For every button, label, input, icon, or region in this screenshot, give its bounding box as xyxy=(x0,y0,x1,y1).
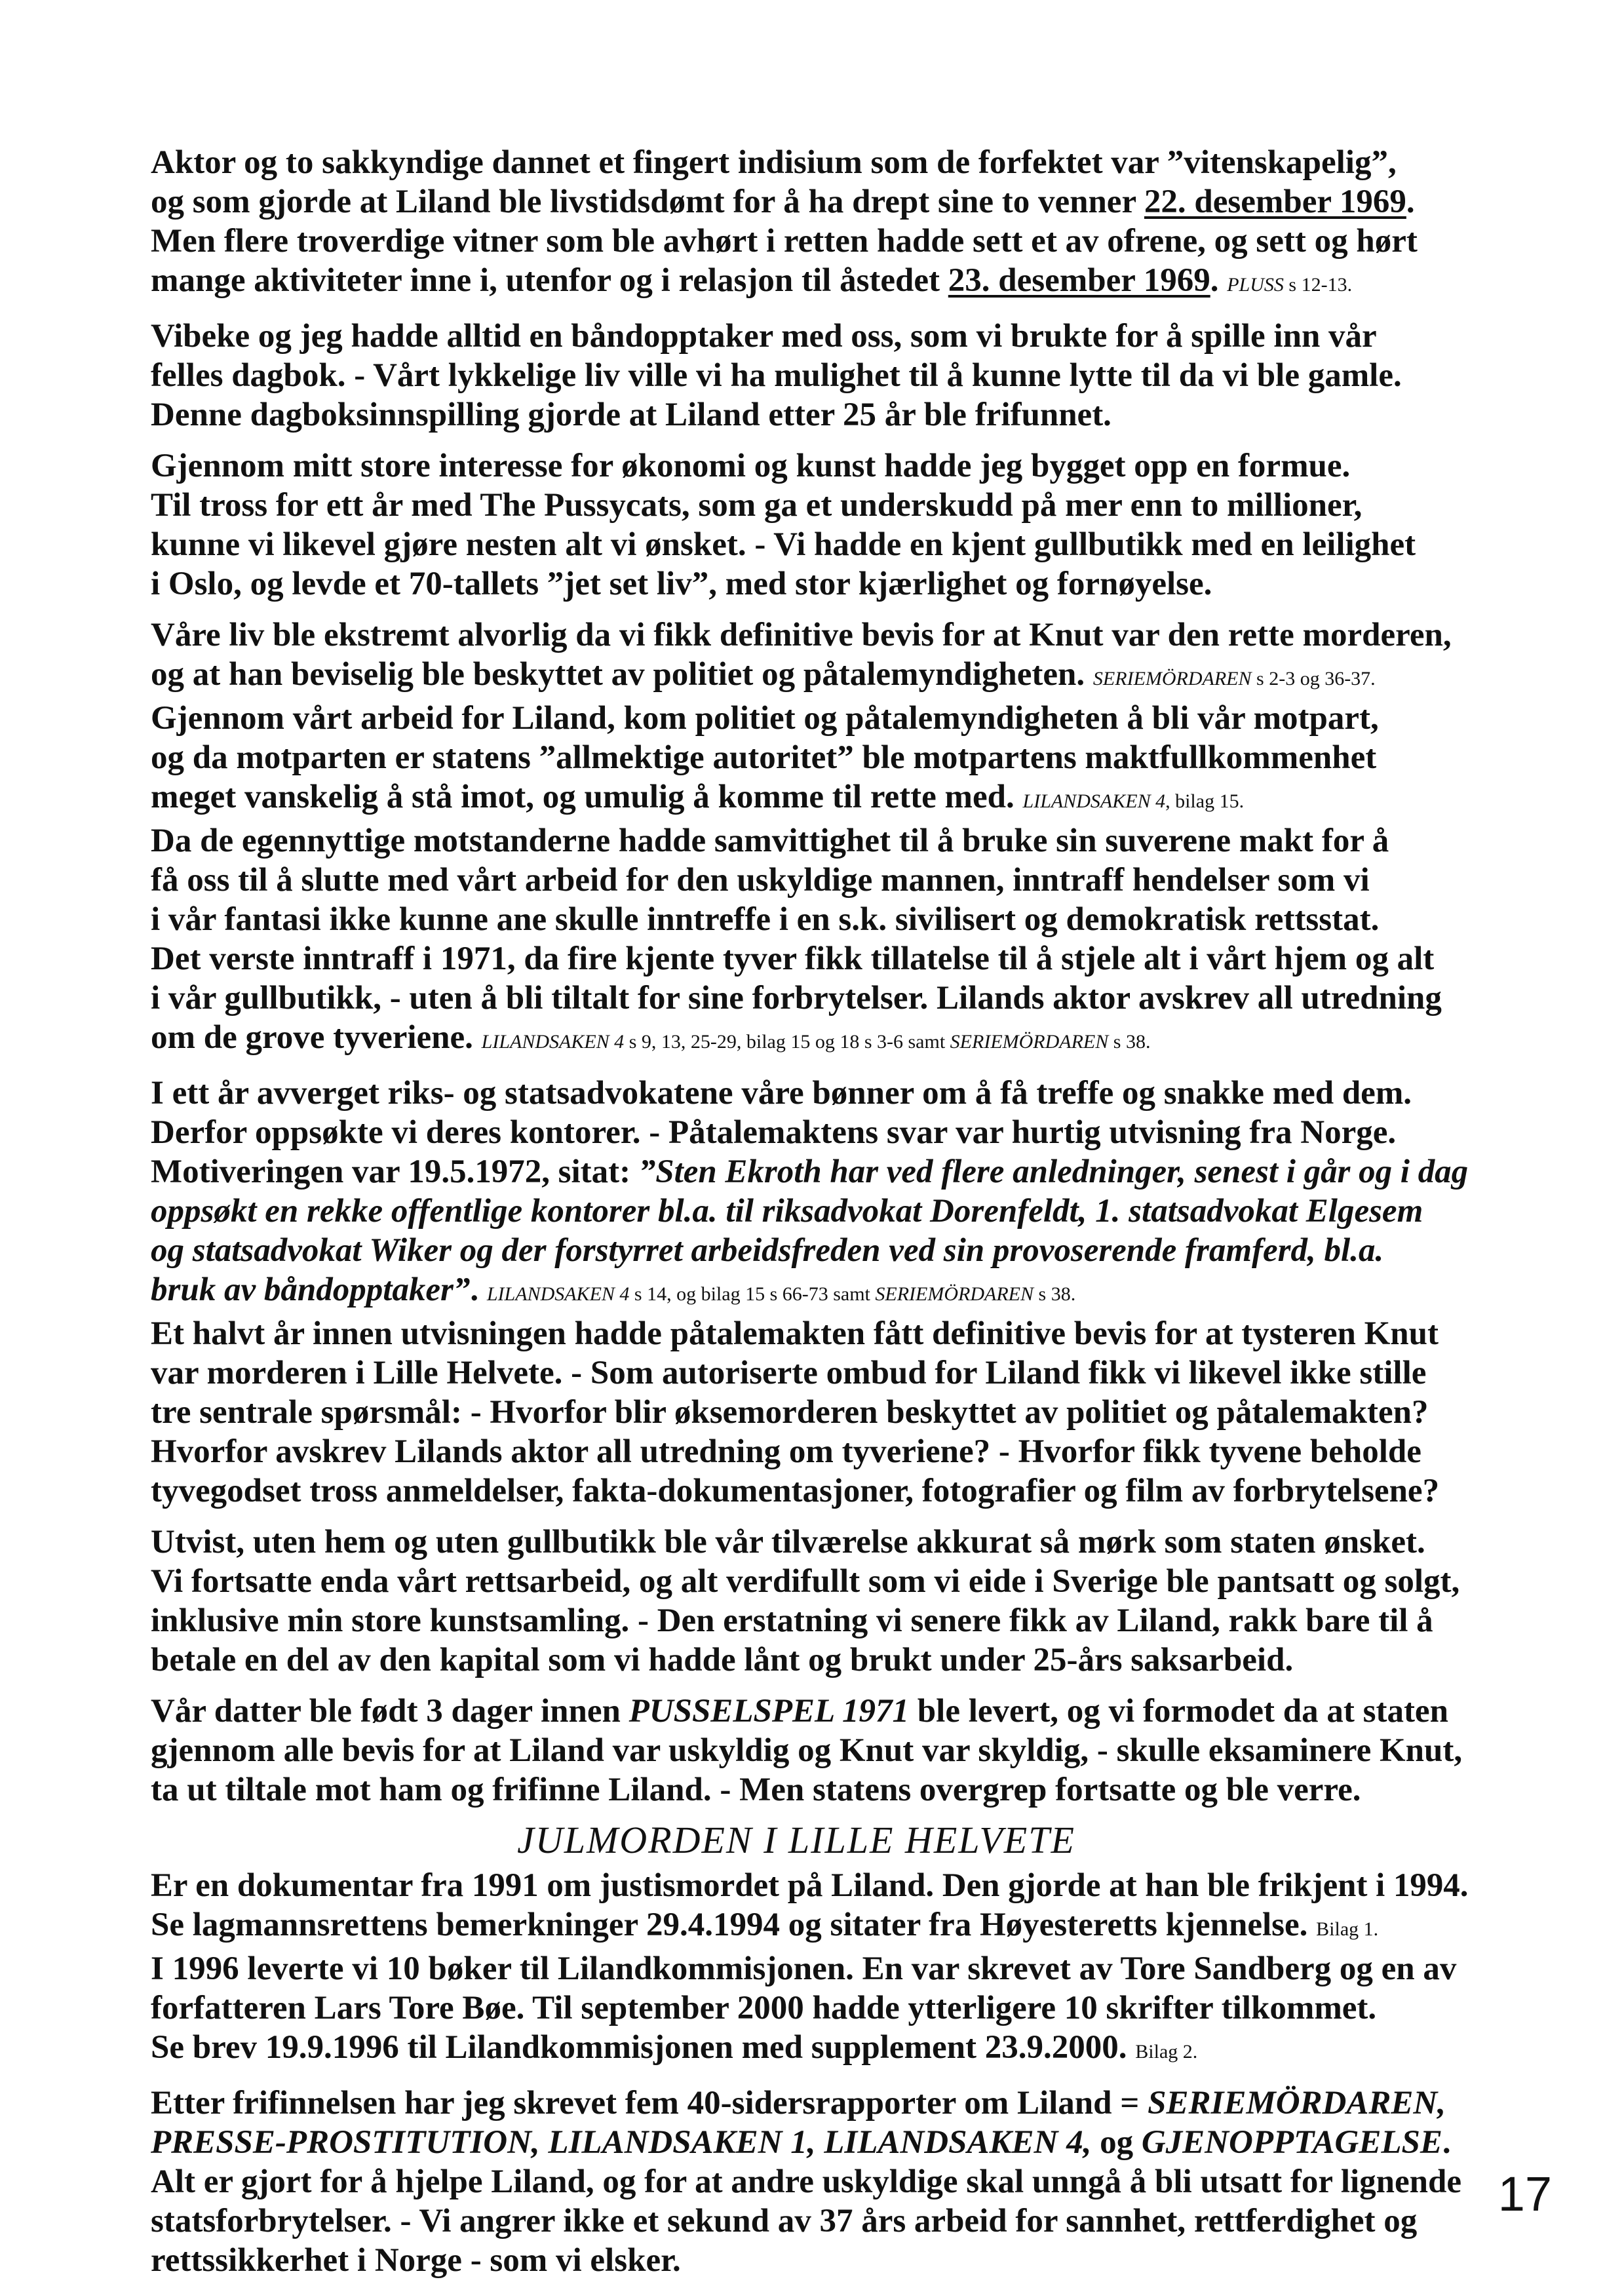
reference-text: s 38. xyxy=(1034,1283,1076,1305)
body-text: statsforbrytelser. - Vi angrer ikke et sekund av 37 års arbeid for sannhet, rettferdighet og xyxy=(151,2203,1418,2239)
text-line xyxy=(151,182,1468,222)
reference-title xyxy=(1023,790,1166,812)
text-line xyxy=(151,222,1468,261)
reference-title-text: LILANDSAKEN 4 xyxy=(1022,790,1166,812)
text-line xyxy=(151,261,1468,305)
reference-title-text: PLUSS xyxy=(1227,274,1284,296)
reference-title xyxy=(482,1031,625,1053)
reference-text: , bilag 15. xyxy=(1165,790,1245,812)
body-text: Aktor og to sakkyndige dannet et fingert indisium som de forfektet var ”vitenskapelig”, xyxy=(151,144,1397,181)
text-line xyxy=(151,1949,1468,1988)
section-heading: JULMORDEN I LILLE HELVETE xyxy=(517,1819,1075,1861)
text-line xyxy=(151,1731,1468,1770)
body-text: . xyxy=(470,1271,487,1308)
body-text: i Oslo, og levde et 70-tallets ”jet set liv”, med stor kjærlighet og fornøyelse. xyxy=(151,566,1212,602)
text-line xyxy=(151,1113,1468,1152)
body-text: Våre liv ble ekstremt alvorlig da vi fikk definitive bevis for at Knut var den rette morderen, xyxy=(151,617,1452,653)
paragraph xyxy=(151,1866,1468,2072)
text-line xyxy=(151,2241,1468,2280)
reference-title-text: SERIEMÖRDAREN xyxy=(875,1283,1034,1305)
text-line xyxy=(151,564,1468,604)
italic-text: og statsadvokat Wiker og der forstyrret arbeidsfreden ved sin provoserende framferd, bl.a. xyxy=(151,1232,1384,1269)
reference-text: s 2-3 og 36-37. xyxy=(1251,668,1376,689)
text-line xyxy=(151,655,1468,699)
text-line xyxy=(151,356,1468,395)
body-text: og som gjorde at Liland ble livstidsdømt for å ha drept sine to venner xyxy=(151,184,1144,220)
text-line xyxy=(151,446,1468,486)
body-text: Vår datter ble født 3 dager innen xyxy=(151,1693,629,1730)
text-line xyxy=(151,2162,1468,2201)
text-line xyxy=(151,525,1468,564)
reference-title-text: SERIEMÖRDAREN xyxy=(1092,668,1252,689)
text-line xyxy=(151,978,1468,1018)
text-line xyxy=(151,1601,1468,1640)
text-line xyxy=(151,900,1468,939)
paragraph xyxy=(151,317,1468,435)
body-text: Se lagmannsrettens bemerkninger 29.4.1994 og sitater fra Høyesteretts kjennelse. xyxy=(151,1907,1317,1943)
text-line xyxy=(151,1988,1468,2028)
text-line xyxy=(151,317,1468,356)
body-text: og at han beviselig ble beskyttet av politiet og påtalemyndigheten. xyxy=(151,656,1093,693)
reference-title xyxy=(950,1031,1109,1053)
text-line xyxy=(151,2028,1468,2072)
reference-title xyxy=(1093,668,1252,689)
body-text: meget vanskelig å stå imot, og umulig å komme til rette med. xyxy=(151,779,1023,815)
italic-text: oppsøkt en rekke offentlige kontorer bl.a. til riksadvokat Dorenfeldt, 1. statsadvokat Elgesem xyxy=(151,1193,1423,1230)
italic-text: PRESSE-PROSTITUTION, LILANDSAKEN 1, LILANDSAKEN 4, xyxy=(151,2124,1092,2161)
body-text: og xyxy=(1091,2124,1142,2161)
paragraph xyxy=(151,1522,1468,1680)
underlined-date: 23. desember 1969 xyxy=(948,262,1210,299)
body-text: Utvist, uten hem og uten gullbutikk ble vår tilværelse akkurat så mørk som staten ønsket. xyxy=(151,1524,1425,1560)
text-line xyxy=(151,1522,1468,1562)
body-text: forfatteren Lars Tore Bøe. Til september 2000 hadde ytterligere 10 skrifter tilkommet. xyxy=(151,1990,1377,2026)
body-text: Et halvt år innen utvisningen hadde påtalemakten fått definitive bevis for at tysteren Knut xyxy=(151,1315,1439,1352)
body-text: tre sentrale spørsmål: - Hvorfor blir øksemorderen beskyttet av politiet og påtalemakten? xyxy=(151,1394,1429,1431)
text-line xyxy=(151,939,1468,978)
reference-title-text: LILANDSAKEN 4 xyxy=(481,1031,625,1053)
body-text: Derfor oppsøkte vi deres kontorer. - Påtalemaktens svar var hurtig utvisning fra Norge. xyxy=(151,1114,1397,1151)
text-line xyxy=(151,1353,1468,1393)
reference-title xyxy=(875,1283,1034,1305)
paragraph xyxy=(151,446,1468,604)
text-line xyxy=(151,143,1468,182)
body-text: felles dagbok. - Vårt lykkelige liv ville vi ha mulighet til å kunne lytte til da vi ble gamle. xyxy=(151,357,1402,394)
text-line xyxy=(151,1074,1468,1113)
text-line xyxy=(151,1314,1468,1353)
body-text: Vibeke og jeg hadde alltid en båndopptaker med oss, som vi brukte for å spille inn vår xyxy=(151,318,1377,355)
text-line xyxy=(151,1866,1469,1905)
body-text: Det verste inntraff i 1971, da fire kjente tyver fikk tillatelse til å stjele alt i vårt hjem og alt xyxy=(151,940,1435,977)
document-body xyxy=(151,143,1468,2280)
body-text: i vår gullbutikk, - uten å bli tiltalt for sine forbrytelser. Lilands aktor avskrev all utredning xyxy=(151,980,1442,1017)
text-line xyxy=(151,1562,1468,1601)
text-line xyxy=(151,1692,1468,1731)
reference-title xyxy=(1227,274,1284,296)
text-line xyxy=(151,699,1468,738)
body-text: Hvorfor avskrev Lilands aktor all utredning om tyveriene? - Hvorfor fikk tyvene beholde xyxy=(151,1433,1421,1470)
body-text: ble levert, og vi formodet da at staten xyxy=(909,1693,1448,1730)
body-text: kunne vi likevel gjøre nesten alt vi ønsket. - Vi hadde en kjent gullbutikk med en leilighet xyxy=(151,526,1416,563)
body-text: Vi fortsatte enda vårt rettsarbeid, og alt verdifullt som vi eide i Sverige ble pantsatt og solgt, xyxy=(151,1563,1460,1600)
paragraph xyxy=(151,2083,1468,2280)
text-line xyxy=(151,738,1468,777)
body-text: inklusive min store kunstsamling. - Den erstatning vi senere fikk av Liland, rakk bare til å xyxy=(151,1602,1433,1639)
italic-text: PUSSELSPEL 1971 xyxy=(628,1693,910,1730)
text-line xyxy=(151,1191,1468,1231)
body-text: tyvegodset tross anmeldelser, fakta-dokumentasjoner, fotografier og film av forbrytelsene? xyxy=(151,1473,1440,1509)
text-line xyxy=(151,1640,1468,1680)
body-text: rettssikkerhet i Norge - som vi elsker. xyxy=(151,2242,681,2279)
italic-text: bruk av båndopptaker” xyxy=(151,1271,471,1308)
italic-text: SERIEMÖRDAREN, xyxy=(1148,2085,1446,2121)
body-text: i vår fantasi ikke kunne ane skulle inntreffe i en s.k. sivilisert og demokratisk rettsstat. xyxy=(151,901,1380,938)
underlined-date: 22. desember 1969 xyxy=(1144,184,1406,220)
body-text: Men flere troverdige vitner som ble avhørt i retten hadde sett et av ofrene, og sett og hørt xyxy=(151,223,1418,260)
paragraph xyxy=(151,143,1468,305)
reference-text: s 14, og bilag 15 s 66-73 samt xyxy=(629,1283,876,1305)
body-text: ta ut tiltale mot ham og frifinne Liland. - Men statens overgrep fortsatte og ble verre. xyxy=(151,1772,1361,1808)
text-line xyxy=(151,1270,1468,1314)
text-line xyxy=(151,1905,1468,1949)
body-text: og da motparten er statens ”allmektige autoritet” ble motpartens maktfullkommenhet xyxy=(151,739,1377,776)
body-text: Se brev 19.9.1996 til Lilandkommisjonen med supplement 23.9.2000. xyxy=(151,2029,1136,2066)
body-text: om de grove tyveriene. xyxy=(151,1019,482,1056)
body-text: Da de egennyttige motstanderne hadde samvittighet til å bruke sin suverene makt for å xyxy=(151,823,1389,859)
italic-text: ”Sten Ekroth har ved flere anledninger, senest i går og i dag xyxy=(638,1153,1469,1190)
text-line xyxy=(151,2201,1468,2241)
text-line xyxy=(151,1770,1468,1810)
body-text: . xyxy=(1210,262,1228,299)
text-line xyxy=(151,486,1468,525)
text-line xyxy=(151,861,1468,900)
body-text: gjennom alle bevis for at Liland var uskyldig og Knut var skyldig, - skulle eksaminere Knut, xyxy=(151,1732,1463,1769)
text-line xyxy=(151,1152,1467,1191)
reference-text: s 12-13. xyxy=(1283,274,1353,296)
body-text: Alt er gjort for å hjelpe Liland, og for at andre uskyldige skal unngå å bli utsatt for lignende xyxy=(151,2163,1462,2200)
text-line xyxy=(151,821,1468,861)
reference-text: Bilag 2. xyxy=(1135,2041,1198,2063)
body-text: I 1996 leverte vi 10 bøker til Lilandkommisjonen. En var skrevet av Tore Sandberg og en av xyxy=(151,1950,1457,1987)
body-text: I ett år avverget riks- og statsadvokatene våre bønner om å få treffe og snakke med dem. xyxy=(151,1075,1412,1112)
paragraph xyxy=(151,1074,1468,1511)
body-text: . xyxy=(1442,2124,1451,2161)
page-number: 17 xyxy=(1498,2167,1552,2221)
text-line xyxy=(151,395,1468,435)
text-line xyxy=(151,2123,1468,2162)
text-line xyxy=(151,777,1468,821)
text-line xyxy=(151,1018,1468,1062)
body-text: mange aktiviteter inne i, utenfor og i relasjon til åstedet xyxy=(151,262,948,299)
body-text: Gjennom vårt arbeid for Liland, kom politiet og påtalemyndigheten å bli vår motpart, xyxy=(151,700,1379,737)
reference-text: s 9, 13, 25-29, bilag 15 og 18 s 3-6 samt xyxy=(624,1031,950,1053)
reference-text: Bilag 1. xyxy=(1316,1918,1379,1940)
text-line xyxy=(151,1231,1468,1270)
reference-title xyxy=(487,1283,630,1305)
text-line xyxy=(151,1393,1468,1432)
text-line xyxy=(151,2083,1468,2123)
text-line xyxy=(151,615,1468,655)
body-text: betale en del av den kapital som vi hadde lånt og brukt under 25-års saksarbeid. xyxy=(151,1642,1294,1678)
paragraph xyxy=(151,1692,1468,1810)
body-text: Til tross for ett år med The Pussycats, som ga et underskudd på mer enn to millioner, xyxy=(151,487,1363,524)
reference-title-text: LILANDSAKEN 4 xyxy=(486,1283,630,1305)
body-text: Gjennom mitt store interesse for økonomi og kunst hadde jeg bygget opp en formue. xyxy=(151,448,1351,484)
reference-title-text: SERIEMÖRDAREN xyxy=(950,1031,1109,1053)
body-text: Etter frifinnelsen har jeg skrevet fem 40-sidersrapporter om Liland = xyxy=(151,2085,1148,2121)
body-text: få oss til å slutte med vårt arbeid for den uskyldige mannen, inntraff hendelser som vi xyxy=(151,862,1370,899)
body-text: Motiveringen var 19.5.1972, sitat: xyxy=(151,1153,639,1190)
body-text: . xyxy=(1406,184,1415,220)
italic-text: GJENOPPTAGELSE xyxy=(1141,2124,1442,2161)
paragraph xyxy=(151,615,1468,1062)
body-text: Er en dokumentar fra 1991 om justismordet på Liland. Den gjorde at han ble frikjent i 1994. xyxy=(151,1867,1469,1904)
text-line xyxy=(151,1471,1468,1511)
reference-text: s 38. xyxy=(1108,1031,1151,1053)
text-line xyxy=(151,1432,1468,1471)
body-text: var morderen i Lille Helvete. - Som autoriserte ombud for Liland fikk vi likevel ikke stille xyxy=(151,1355,1427,1391)
body-text: Denne dagboksinnspilling gjorde at Liland etter 25 år ble frifunnet. xyxy=(151,397,1112,433)
